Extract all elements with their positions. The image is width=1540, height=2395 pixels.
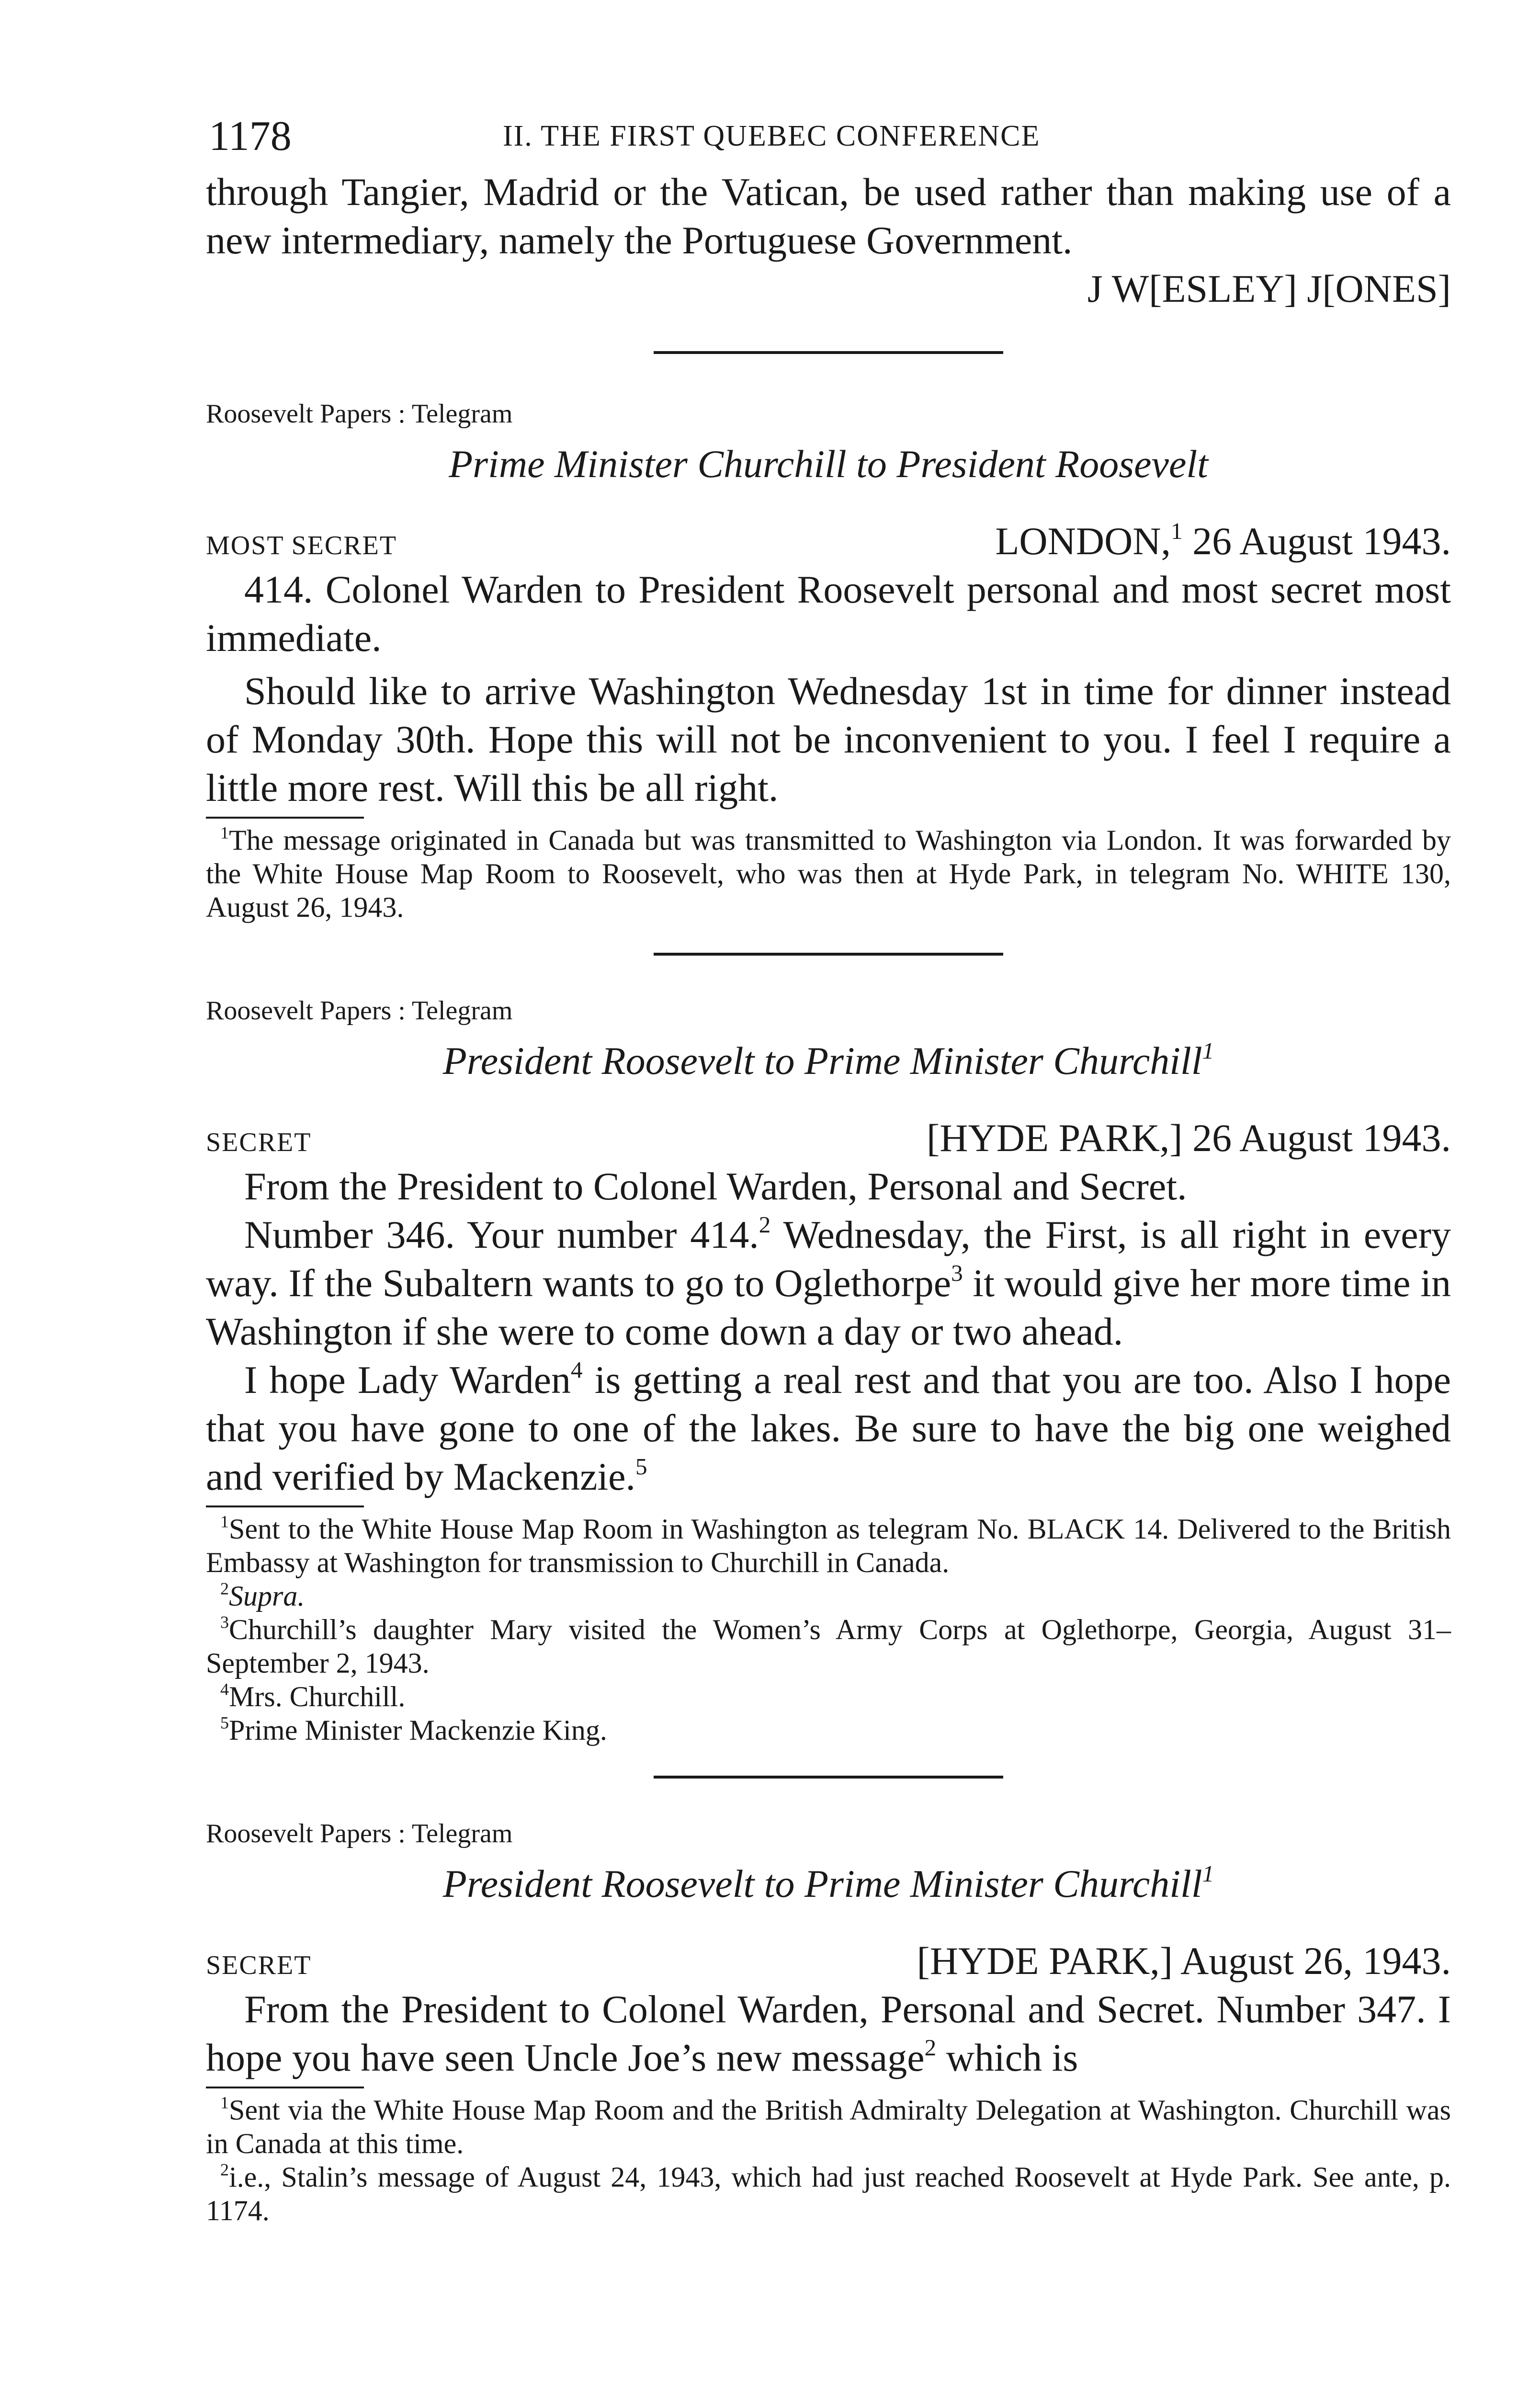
- document-title: Prime Minister Churchill to President Roosevelt: [449, 442, 1208, 486]
- footnote: $^3$Churchill’s daughter Mary visited the Women’s Army Corps at Oglethorpe, Georgia, August 31–September 2, 1943.: [206, 1612, 1451, 1679]
- dateline: [206, 1937, 1451, 1985]
- telegram-paragraph: I hope Lady Warden$^4$ is getting a real rest and that you are too. Also I hope that you have gone to one of the lakes. Be sure to have the big one weighed and verified by Mackenzie.$^5$: [206, 1357, 1451, 1498]
- running-head: II. THE FIRST QUEBEC CONFERENCE: [503, 120, 1041, 152]
- date: 26 August 1943.: [1182, 519, 1451, 563]
- footnote: $^1$Sent to the White House Map Room in Washington as telegram No. BLACK 14. Delivered to the British Embassy at Washington for transmission to Churchill in Canada.: [206, 1512, 1451, 1578]
- footnote: $^1$The message originated in Canada but was transmitted to Washington via London. It was forwarded by the White House Map Room to Roosevelt, who was then at Hyde Park, in telegram No. WHITE 130, August 26, 1943.: [206, 823, 1451, 923]
- telegram-paragraph: From the President to Colonel Warden, Personal and Secret.: [244, 1164, 1187, 1208]
- place-date: [995, 517, 1451, 565]
- footnote: $^2$Supra.: [220, 1579, 305, 1612]
- place-date: [HYDE PARK,] 26 August 1943.: [927, 1116, 1451, 1160]
- continuation-paragraph: through Tangier, Madrid or the Vatican, be used rather than making use of a new intermediary, namely the Portuguese Government.: [206, 170, 1451, 262]
- page-number: 1178: [209, 113, 292, 160]
- classification-label: SECRET: [206, 1950, 312, 1980]
- document-churchill-to-roosevelt: [206, 397, 1451, 924]
- telegram-paragraph: Should like to arrive Washington Wednesday 1st in time for dinner instead of Monday 30th. Hope this will not be inconvenient to you. I feel I require a little more rest. Will this be all right.: [206, 669, 1451, 810]
- dateline: [206, 1114, 1451, 1162]
- document-source: Roosevelt Papers : Telegram: [206, 996, 513, 1026]
- telegram-paragraph: 414. Colonel Warden to President Roosevelt personal and most secret most immediate.: [206, 568, 1451, 660]
- document-roosevelt-to-churchill-346: [206, 994, 1451, 1747]
- document-source: Roosevelt Papers : Telegram: [206, 399, 513, 429]
- telegram-paragraph: From the President to Colonel Warden, Personal and Secret. Number 347. I hope you have seen Uncle Joe’s new message$^2$ which is: [206, 1987, 1451, 2079]
- footnote: $^1$Sent via the White House Map Room and the British Admiralty Delegation at Washington. Churchill was in Canada at this time.: [206, 2093, 1451, 2159]
- footnote-ref: 1: [1202, 1038, 1214, 1064]
- classification-label: MOST SECRET: [206, 531, 397, 560]
- footnote: $^5$Prime Minister Mackenzie King.: [220, 1713, 607, 1746]
- document-source: Roosevelt Papers : Telegram: [206, 1819, 513, 1848]
- signature: J W[ESLEY] J[ONES]: [1087, 267, 1451, 310]
- document-page: [206, 110, 1451, 2227]
- footnote: $^4$Mrs. Churchill.: [220, 1679, 406, 1712]
- document-roosevelt-to-churchill-347: [206, 1817, 1451, 2227]
- place: LONDON,: [995, 519, 1171, 563]
- document-title: President Roosevelt to Prime Minister Churchill$^1$: [442, 1860, 1214, 1905]
- telegram-paragraph: Number 346. Your number 414.$^2$ Wednesday, the First, is all right in every way. If the Subaltern wants to go to Oglethorpe$^3$ it would give her more time in Washington if she were to come down a day or two ahead.: [206, 1211, 1451, 1353]
- footnote-ref: 1: [1202, 1860, 1214, 1887]
- classification-label: SECRET: [206, 1128, 312, 1157]
- footnote: $^2$i.e., Stalin’s message of August 24, 1943, which had just reached Roosevelt at Hyde Park. See ante, p. 1174.: [206, 2160, 1451, 2226]
- document-title: President Roosevelt to Prime Minister Churchill$^1$: [442, 1038, 1214, 1083]
- footnote-ref: 1: [1171, 518, 1183, 545]
- page-header: [206, 110, 1451, 163]
- place-date: [HYDE PARK,] August 26, 1943.: [917, 1939, 1451, 1983]
- dateline: [206, 517, 1451, 565]
